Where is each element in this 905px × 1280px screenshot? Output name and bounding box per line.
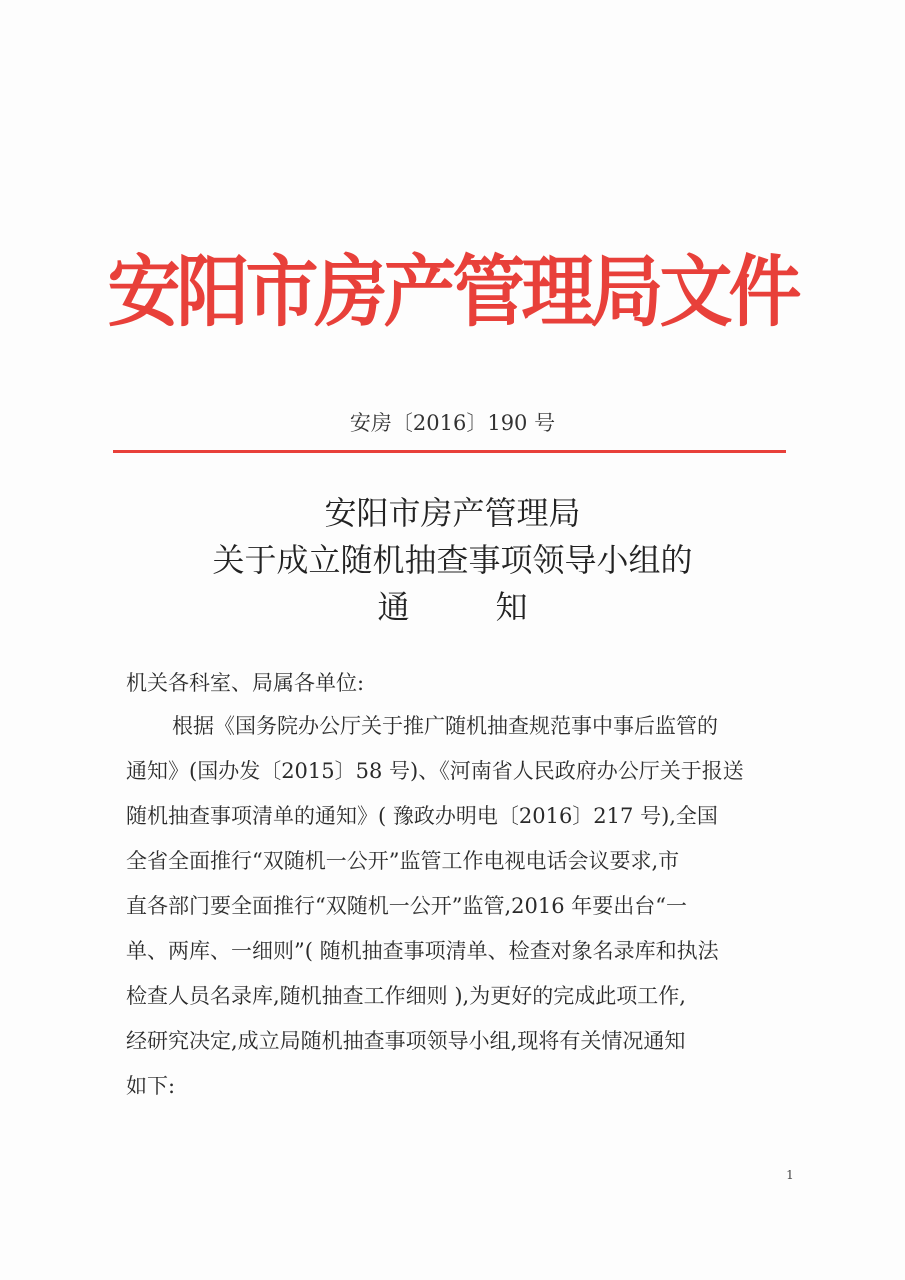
body-line: 检查人员名录库,随机抽查工作细则 ),为更好的完成此项工作, <box>126 984 686 1008</box>
document-number: 安房〔2016〕190 号 <box>349 411 556 435</box>
red-divider-line <box>113 450 786 453</box>
body-line: 通知》(国办发〔2015〕58 号)、《河南省人民政府办公厅关于报送 <box>126 759 744 783</box>
body-line: 直各部门要全面推行“双随机一公开”监管,2016 年要出台“一 <box>126 894 687 918</box>
title-line-1: 安阳市房产管理局 <box>324 494 581 532</box>
body-line: 经研究决定,成立局随机抽查事项领导小组,现将有关情况通知 <box>126 1029 686 1053</box>
title-line-2: 关于成立随机抽查事项领导小组的 <box>212 541 693 579</box>
document-masthead: 安阳市房产管理局文件 <box>107 246 798 338</box>
body-line: 全省全面推行“双随机一公开”监管工作电视电话会议要求,市 <box>126 849 680 873</box>
salutation: 机关各科室、局属各单位: <box>126 671 365 695</box>
body-line: 如下: <box>126 1074 176 1098</box>
body-line: 单、两库、一细则”( 随机抽查事项清单、检查对象名录库和执法 <box>126 939 719 963</box>
title-line-3: 通知 <box>377 588 614 626</box>
page-number: 1 <box>786 1168 794 1182</box>
body-line: 根据《国务院办公厅关于推广随机抽查规范事中事后监管的 <box>172 714 718 738</box>
body-line: 随机抽查事项清单的通知》( 豫政办明电〔2016〕217 号),全国 <box>126 804 718 828</box>
